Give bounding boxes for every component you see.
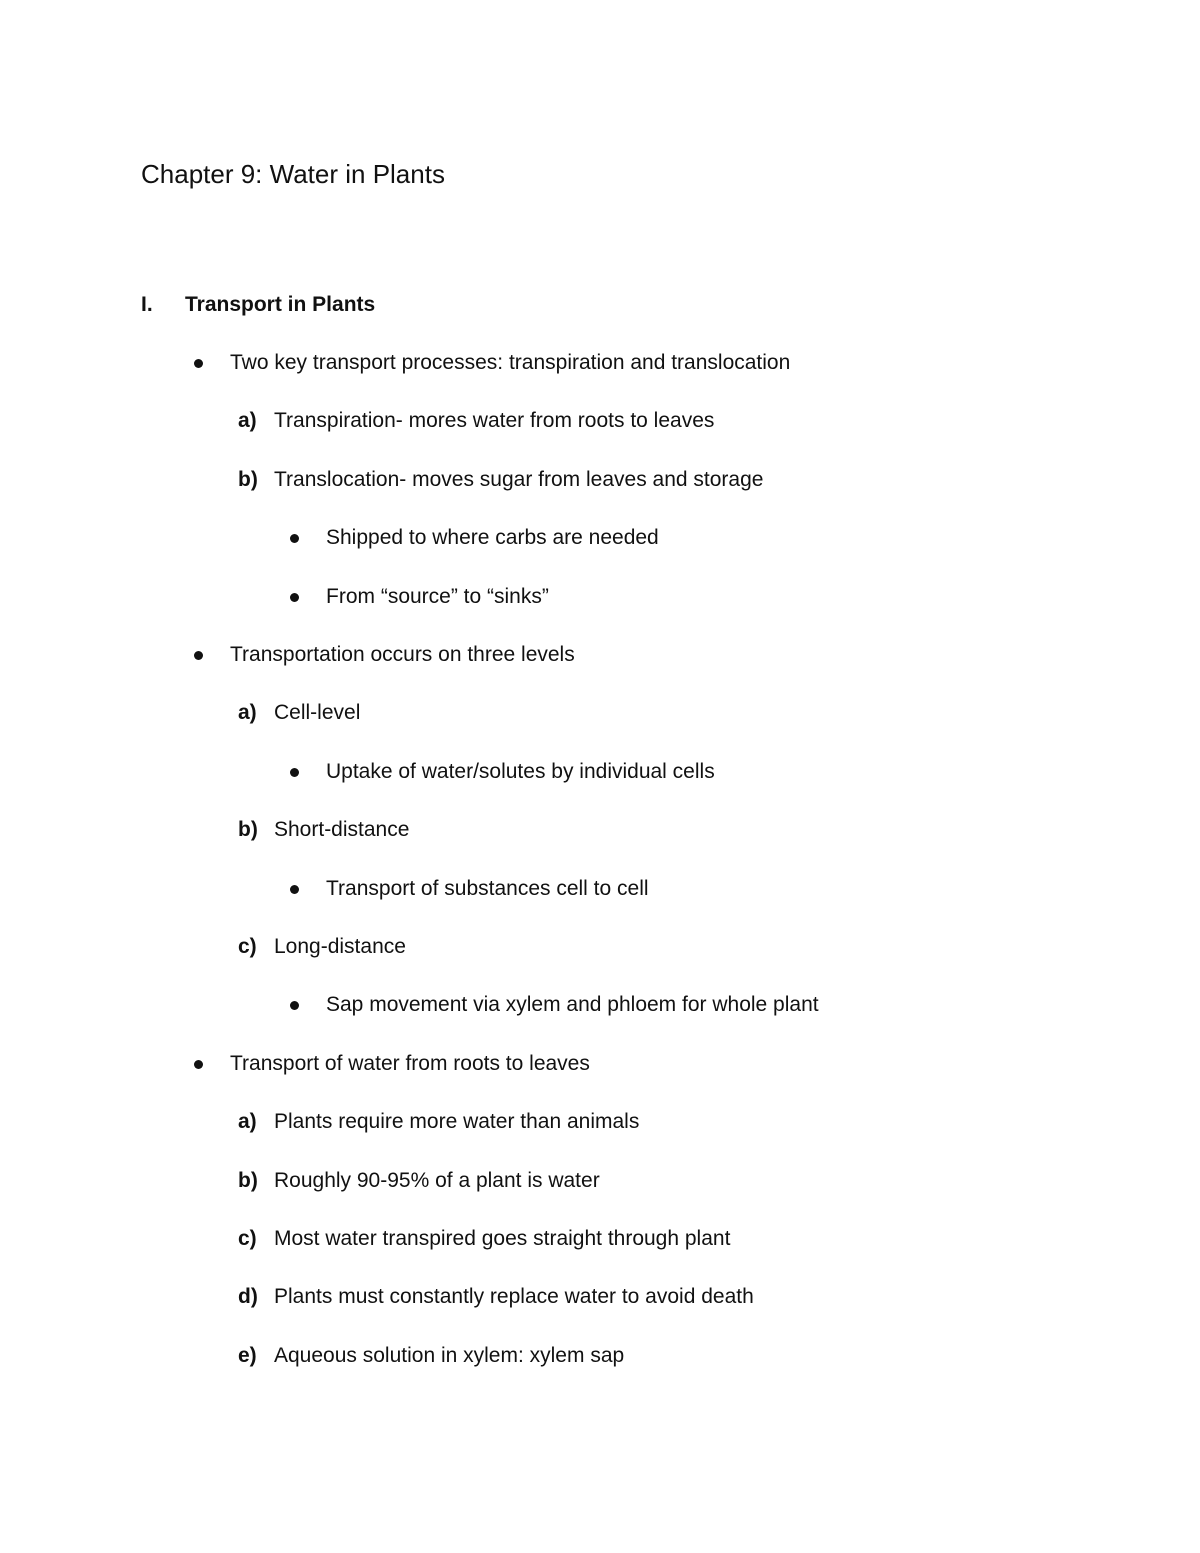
list-item-text: Transport of substances cell to cell [326,877,649,900]
section-number: I. [141,293,153,316]
list-item-text: Roughly 90-95% of a plant is water [274,1169,600,1192]
bullet-icon [290,885,299,894]
list-item-marker: a) [238,701,257,724]
bullet-icon [290,768,299,777]
list-item-text: Transportation occurs on three levels [230,643,575,666]
list-item-text: Long-distance [274,935,406,958]
bullet-icon [194,1060,203,1069]
list-item-text: Cell-level [274,701,361,724]
list-item-text: Transpiration- mores water from roots to leaves [274,409,715,432]
list-item-text: Translocation- moves sugar from leaves and storage [274,468,764,491]
list-item-text: Transport of water from roots to leaves [230,1052,590,1075]
section-heading: Transport in Plants [185,293,376,316]
bullet-icon [290,534,299,543]
bullet-icon [290,593,299,602]
list-item-text: Sap movement via xylem and phloem for whole plant [326,993,819,1016]
list-item-marker: b) [238,1169,258,1192]
list-item-marker: c) [238,1227,257,1250]
list-item-marker: a) [238,1110,257,1133]
list-item-marker: a) [238,409,257,432]
list-item-text: Uptake of water/solutes by individual cells [326,760,715,783]
list-item-marker: b) [238,818,258,841]
document-title: Chapter 9: Water in Plants [141,159,445,189]
list-item-text: Plants must constantly replace water to avoid death [274,1285,754,1308]
list-item-marker: e) [238,1344,257,1367]
bullet-icon [194,651,203,660]
list-item-text: Most water transpired goes straight through plant [274,1227,731,1250]
list-item-text: From “source” to “sinks” [326,585,549,608]
bullet-icon [194,359,203,368]
list-item-text: Shipped to where carbs are needed [326,526,659,549]
list-item-text: Two key transport processes: transpiration and translocation [230,351,791,374]
list-item-text: Aqueous solution in xylem: xylem sap [274,1344,625,1367]
bullet-icon [290,1001,299,1010]
list-item-marker: d) [238,1285,258,1308]
list-item-marker: c) [238,935,257,958]
list-item-text: Plants require more water than animals [274,1110,640,1133]
list-item-text: Short-distance [274,818,410,841]
list-item-marker: b) [238,468,258,491]
